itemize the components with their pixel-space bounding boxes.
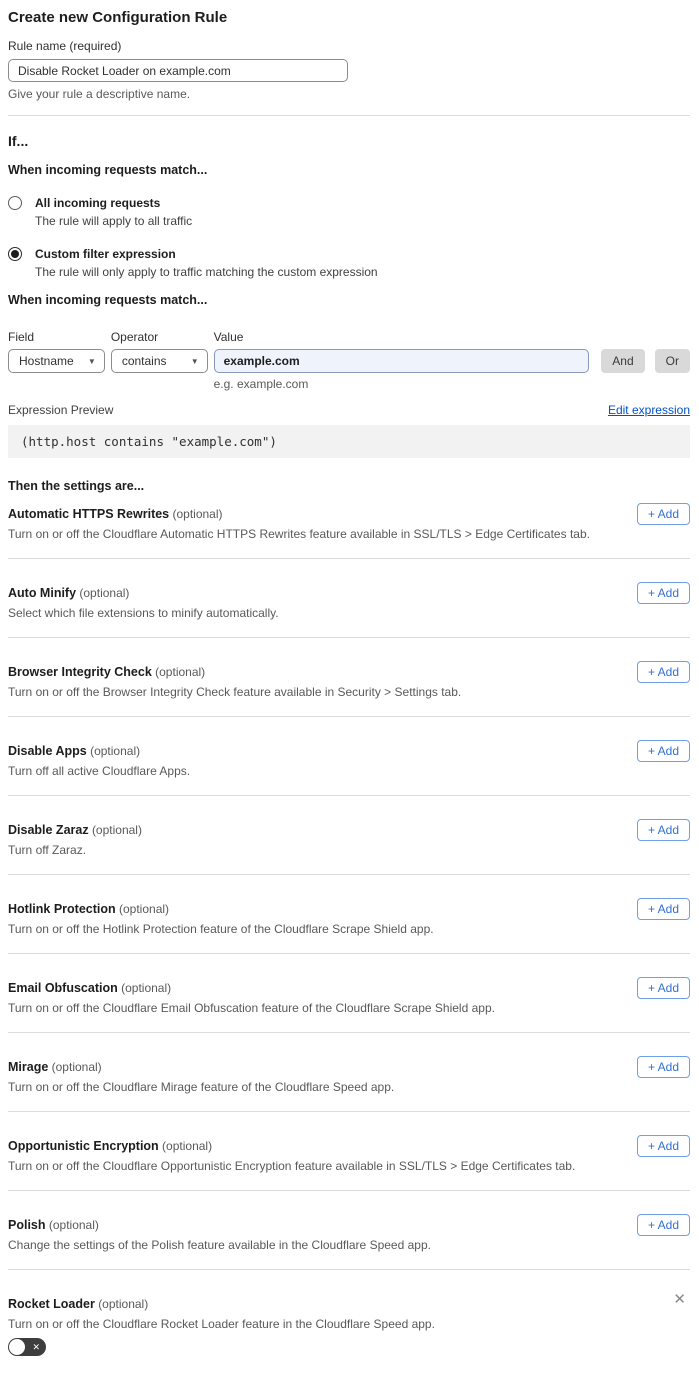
setting-description: Turn off Zaraz. <box>8 843 87 857</box>
radio-description: The rule will only apply to traffic matching the custom expression <box>35 265 378 279</box>
setting-name: Disable Apps <box>8 744 87 758</box>
setting-optional-label: (optional) <box>48 1218 99 1232</box>
setting-name: Automatic HTTPS Rewrites <box>8 507 170 521</box>
field-select-value: Hostname <box>19 354 74 368</box>
setting-optional-label: (optional) <box>79 586 130 600</box>
setting-description: Turn on or off the Cloudflare Opportunistic Encryption feature available in SSL/TLS > Edge Certificates tab. <box>8 1159 576 1173</box>
setting-row-browser-integrity-check <box>8 638 690 717</box>
edit-expression-link[interactable]: Edit expression <box>607 403 690 417</box>
chevron-down-icon: ▼ <box>87 356 96 366</box>
field-select[interactable] <box>8 349 105 373</box>
setting-optional-label: (optional) <box>121 981 172 995</box>
setting-name: Mirage <box>8 1060 49 1074</box>
add-setting-button[interactable]: + Add <box>637 582 690 604</box>
add-setting-button[interactable]: + Add <box>637 819 690 841</box>
filter-builder-heading: When incoming requests match... <box>8 293 208 307</box>
setting-row-opportunistic-encryption <box>8 1112 690 1191</box>
value-input[interactable] <box>214 349 590 373</box>
or-button[interactable]: Or <box>655 349 690 373</box>
operator-select[interactable] <box>111 349 208 373</box>
add-setting-button[interactable]: + Add <box>637 740 690 762</box>
setting-optional-label: (optional) <box>51 1060 102 1074</box>
rocket-loader-toggle-off[interactable] <box>8 1338 46 1356</box>
add-setting-button[interactable]: + Add <box>637 661 690 683</box>
radio-button-unselected[interactable] <box>8 196 22 210</box>
setting-name: Hotlink Protection <box>8 902 116 916</box>
rule-name-input[interactable] <box>8 59 348 82</box>
setting-optional-label: (optional) <box>162 1139 213 1153</box>
setting-name: Email Obfuscation <box>8 981 118 995</box>
filter-builder <box>8 322 690 391</box>
close-icon[interactable]: ✕ <box>673 1291 686 1308</box>
setting-optional-label: (optional) <box>172 507 223 521</box>
add-setting-button[interactable]: + Add <box>637 1135 690 1157</box>
add-setting-button[interactable]: + Add <box>637 503 690 525</box>
setting-row-disable-zaraz <box>8 796 690 875</box>
setting-description: Turn on or off the Hotlink Protection feature of the Cloudflare Scrape Shield app. <box>8 922 434 936</box>
add-setting-button[interactable]: + Add <box>637 1214 690 1236</box>
field-label: Field <box>8 330 35 344</box>
radio-button-selected[interactable] <box>8 247 22 261</box>
radio-label: All incoming requests <box>35 196 161 210</box>
toggle-off-x-icon: ✕ <box>32 1342 40 1352</box>
add-setting-button[interactable]: + Add <box>637 977 690 999</box>
setting-optional-label: (optional) <box>155 665 206 679</box>
setting-name: Rocket Loader <box>8 1297 95 1311</box>
setting-name: Browser Integrity Check <box>8 665 152 679</box>
setting-description: Turn on or off the Browser Integrity Check feature available in Security > Settings tab. <box>8 685 462 699</box>
setting-description: Turn off all active Cloudflare Apps. <box>8 764 191 778</box>
setting-description: Turn on or off the Cloudflare Mirage feature of the Cloudflare Speed app. <box>8 1080 395 1094</box>
value-hint: e.g. example.com <box>213 377 309 391</box>
chevron-down-icon: ▼ <box>190 356 199 366</box>
add-setting-button[interactable]: + Add <box>637 898 690 920</box>
rule-name-help: Give your rule a descriptive name. <box>8 87 191 101</box>
setting-description: Turn on or off the Cloudflare Rocket Loader feature in the Cloudflare Speed app. <box>8 1317 435 1331</box>
and-button[interactable]: And <box>601 349 644 373</box>
setting-description: Change the settings of the Polish feature available in the Cloudflare Speed app. <box>8 1238 431 1252</box>
setting-name: Polish <box>8 1218 46 1232</box>
settings-list <box>8 494 690 1359</box>
expression-preview-label: Expression Preview <box>8 403 114 417</box>
page-title: Create new Configuration Rule <box>8 9 228 26</box>
setting-optional-label: (optional) <box>91 823 142 837</box>
setting-name: Opportunistic Encryption <box>8 1139 159 1153</box>
radio-option-all-incoming[interactable] <box>8 195 690 229</box>
setting-description: Turn on or off the Cloudflare Email Obfuscation feature of the Cloudflare Scrape Shield app. <box>8 1001 495 1015</box>
setting-optional-label: (optional) <box>98 1297 149 1311</box>
add-setting-button[interactable]: + Add <box>637 1056 690 1078</box>
value-label: Value <box>213 330 244 344</box>
request-match-radio-group <box>8 195 690 280</box>
setting-row-email-obfuscation <box>8 954 690 1033</box>
setting-row-disable-apps <box>8 717 690 796</box>
setting-description: Turn on or off the Cloudflare Automatic HTTPS Rewrites feature available in SSL/TLS > Edge Certificates tab. <box>8 527 590 541</box>
setting-row-polish <box>8 1191 690 1270</box>
setting-row-automatic-https-rewrites <box>8 494 690 559</box>
rule-name-label: Rule name (required) <box>8 39 122 53</box>
setting-row-auto-minify <box>8 559 690 638</box>
setting-name: Auto Minify <box>8 586 77 600</box>
setting-description: Select which file extensions to minify automatically. <box>8 606 279 620</box>
setting-row-mirage <box>8 1033 690 1112</box>
toggle-knob <box>9 1339 25 1355</box>
radio-label: Custom filter expression <box>35 247 176 261</box>
incoming-match-heading: When incoming requests match... <box>8 163 208 177</box>
setting-row-hotlink-protection <box>8 875 690 954</box>
then-settings-heading: Then the settings are... <box>8 479 145 493</box>
setting-optional-label: (optional) <box>90 744 141 758</box>
section-divider <box>8 115 690 116</box>
expression-preview-code: (http.host contains "example.com") <box>8 425 690 458</box>
if-heading: If... <box>8 133 29 149</box>
operator-label: Operator <box>110 330 159 344</box>
operator-select-value: contains <box>121 354 167 368</box>
setting-optional-label: (optional) <box>119 902 170 916</box>
radio-option-custom-filter[interactable] <box>8 246 690 280</box>
radio-description: The rule will apply to all traffic <box>35 214 193 228</box>
setting-name: Disable Zaraz <box>8 823 89 837</box>
setting-row-rocket-loader <box>8 1270 690 1359</box>
